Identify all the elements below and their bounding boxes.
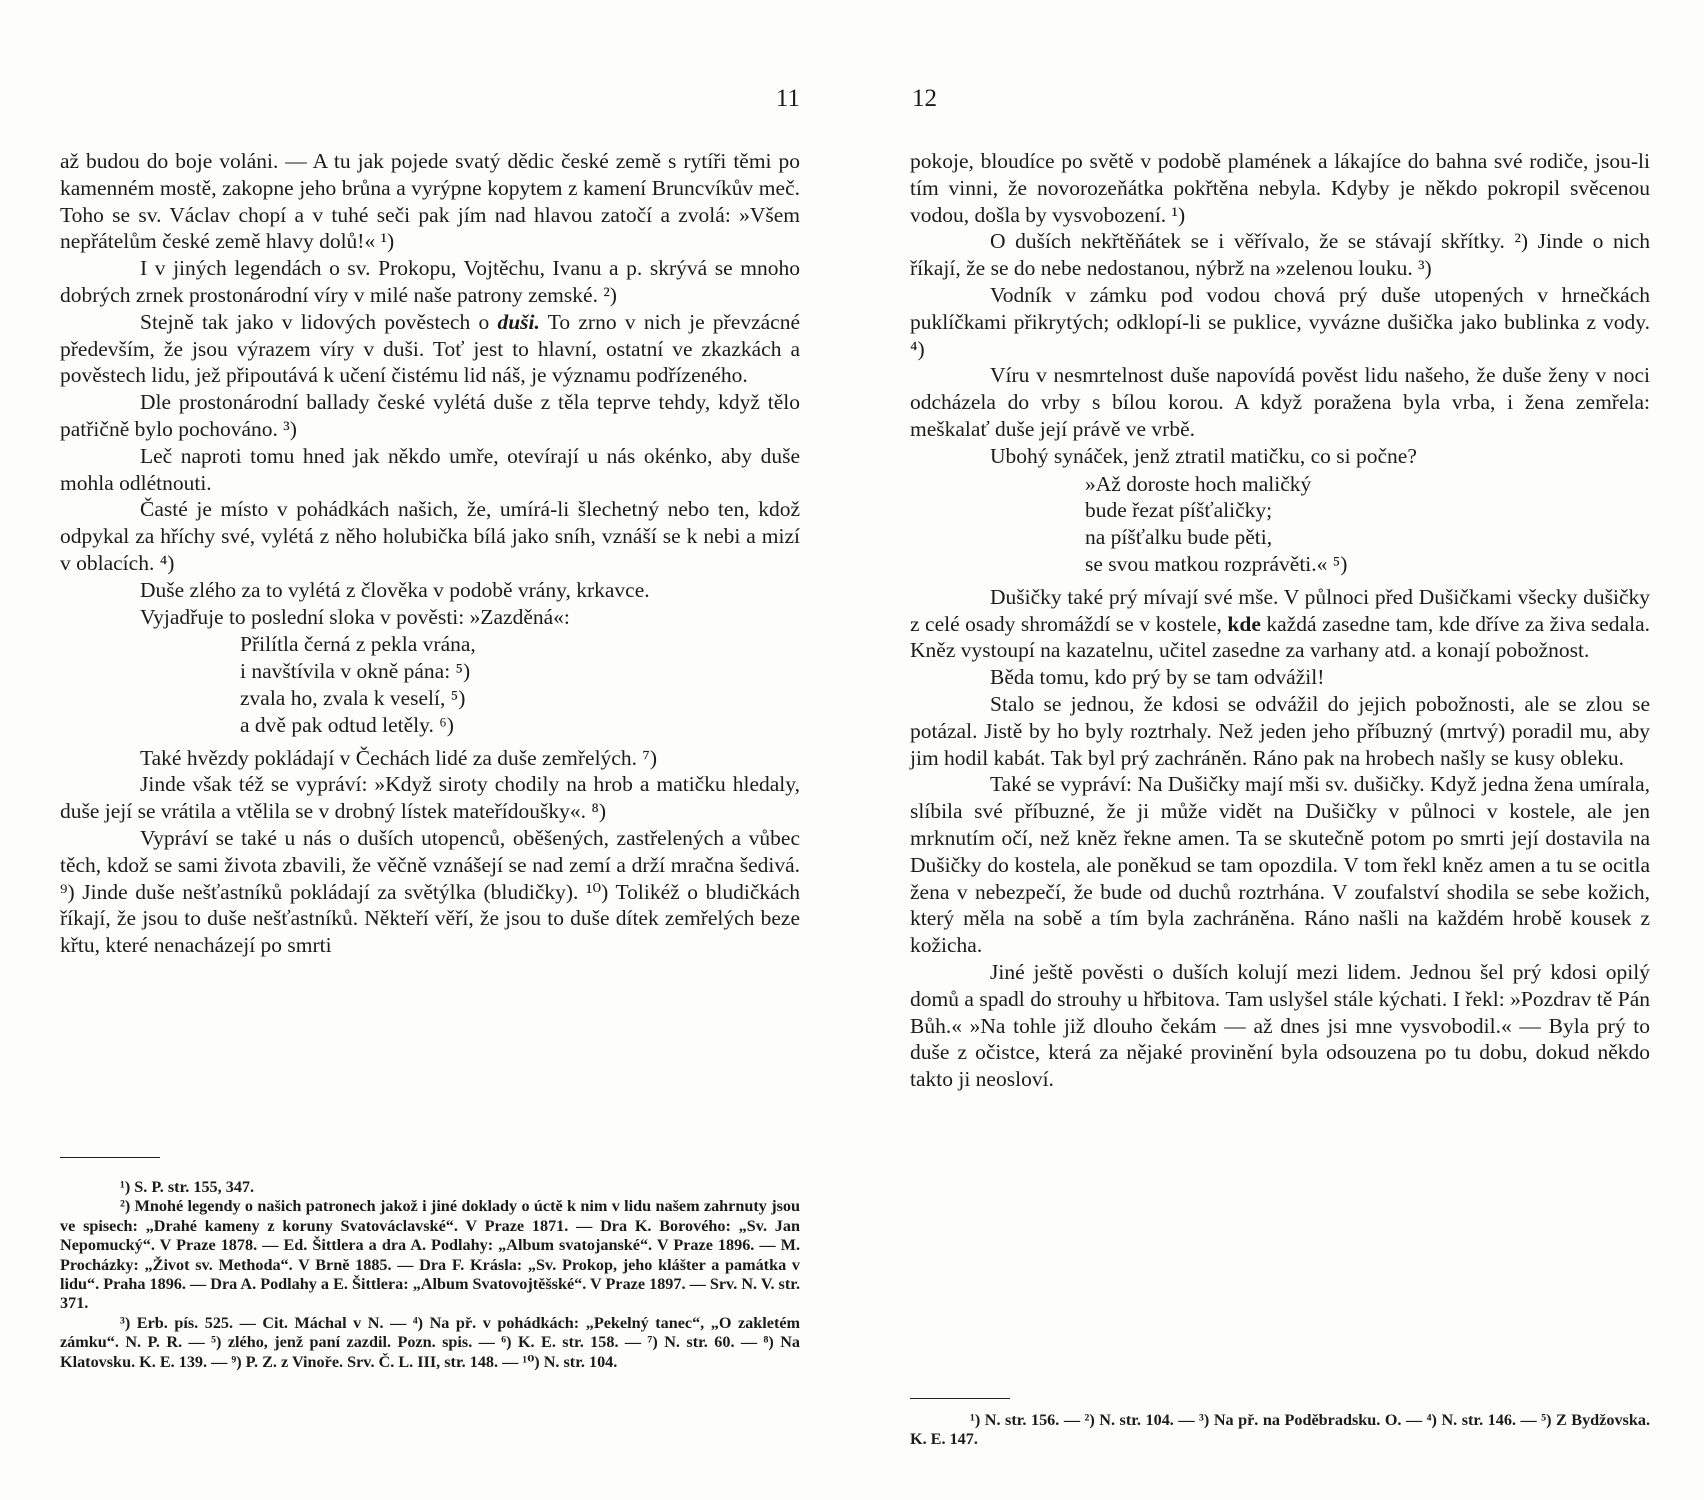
emphasis: duši.: [497, 309, 540, 334]
paragraph-text: To zrno v nich je převzácné především, že jsou výrazem víry v duši. Toť jest to hlavní, ostatní ve zkazkách a pověstech lidu, jež připoutává k učení čistému lid náš, je významu podřízeného.: [60, 309, 800, 388]
paragraph: Stalo se jednou, že kdosi se odvážil do jejich pobožnosti, ale se zlou se potázal. Jistě by ho byly roztrhaly. Než jeden jeho příbuzný (mrtvý) poradil mu, aby jim hodil kabát. Tak byl prý zachráněn. Ráno pak na hrobech našly se kusy obleku.: [910, 691, 1650, 770]
paragraph: [910, 584, 1650, 664]
paragraph: Duše zlého za to vylétá z člověka v podobě vrány, krkavce.: [140, 577, 650, 602]
footnote: ²) Mnohé legendy o našich patronech jakož i jiné doklady o úctě k nim v lidu našem zahrnuty jsou ve spisech: „Drahé kameny z koruny Svatováclavské“. V Praze 1871. — Dra K. Borového: „Sv. Jan Nepomucký“. V Praze 1878. — Ed. Šittlera a dra A. Podlahy: „Album svatojanské“. V Praze 1896. — M. Procházky: „Život sv. Methoda“. V Brně 1885. — Dra F. Krásla: „Sv. Prokop, jeho klášter a památka v lidu“. Praha 1896. — Dra A. Podlahy a E. Šittlera: „Album Svatovojtěšské“. V Praze 1897. — Srv. N. V. str. 371.: [60, 1197, 800, 1313]
footnotes: [910, 1411, 1650, 1450]
paragraph-text: Stejně tak jako v lidových pověstech o: [140, 309, 490, 334]
paragraph-text: každá zasedne tam, kde dříve za živa sedala. Kněz vystoupí na kazatelnu, učitel zasedne za varhany atd. a konají pobožnost.: [910, 611, 1650, 663]
footnote-divider: [60, 1157, 160, 1158]
verse-line: a dvě pak odtud letěly. ⁶): [240, 712, 454, 737]
paragraph: až budou do boje voláni. — A tu jak pojede svatý dědic české země s rytíři těmi po kamenném mostě, zakopne jeho brůna a vyrýpne kopytem z kamení Bruncvíkův meč. Toho se sv. Václav chopí a v tuhé seči pak jím nad hlavou zatočí a zvolá: »Všem nepřátelům české země hlavy dolů!« ¹): [60, 149, 800, 254]
verse-line: Přilítla černá z pekla vrána,: [240, 632, 476, 657]
verse-line: na píšťalku bude pěti,: [1085, 525, 1273, 550]
paragraph: Vypráví se také u nás o duších utopenců, oběšených, zastřelených a vůbec těch, kdož se sami života zbavili, že věčně vznášejí se nad zemí a drží mračna šedivá. ⁹) Jinde duše nešťastníků pokládají za světýlka (bludičky). ¹⁰) Tolikéž o bludičkách říkají, že jsou to duše nešťastníků. Někteří věří, že jsou to duše dítek zemřelých beze křtu, které nenacházejí po smrti: [60, 825, 800, 958]
paragraph: pokoje, bloudíce po světě v podobě plamének a lákajíce do bahna své rodiče, jsou-li tím vinni, že novorozeňátka pokřtěna nebyla. Kdyby je někdo pokropil svěcenou vodou, došla by vysvobození. ¹): [910, 149, 1650, 227]
paragraph: I v jiných legendách o sv. Prokopu, Vojtěchu, Ivanu a p. skrývá se mnoho dobrých zrnek prostonárodní víry v milé naše patrony zemské. ²): [60, 256, 800, 307]
paragraph: Jiné ještě pověsti o duších kolují mezi lidem. Jednou šel prý kdosi opilý domů a spadl do strouhy u hřbitova. Tam uslyšel stále kýchati. I řekl: »Pozdrav tě Pán Bůh.« »Na tohle již dlouho čekám — až dnes jsi mne vysvobodil.« — Byla prý to duše z očistce, která za nějaké provinění byla odsouzena po tu dobu, dokud někdo takto ji neosloví.: [910, 959, 1650, 1092]
verse-line: zvala ho, zvala k veselí, ⁵): [240, 685, 466, 710]
bold-text: kde: [1227, 611, 1261, 636]
paragraph: [60, 309, 800, 389]
verse-line: bude řezat píšťaličky;: [1085, 498, 1273, 523]
footnote: ¹) S. P. str. 155, 347.: [120, 1178, 255, 1196]
paragraph-text: Dušičky také prý mívají své mše. V půlnoci před Dušičkami všecky dušičky z celé osady shromáždí se v kostele,: [910, 584, 1650, 636]
verse: [910, 471, 1650, 578]
verse-line: i navštívila v okně pána: ⁵): [240, 659, 471, 684]
page-number: 12: [912, 85, 937, 112]
paragraph: Ubohý synáček, jenž ztratil matičku, co si počne?: [990, 443, 1417, 468]
footnote-divider: [910, 1398, 1010, 1399]
paragraph: Vodník v zámku pod vodou chová prý duše utopených v hrnečkách puklíčkami přikrytých; odklopí-li se puklice, vyvázne dušička jako bublinka z vody. ⁴): [910, 282, 1650, 361]
paragraph: Leč naproti tomu hned jak někdo umře, otevírají u nás okénko, aby duše mohla odlétnouti.: [60, 443, 800, 495]
footnotes: [60, 1178, 800, 1372]
page-number: 11: [775, 85, 800, 112]
verse: [60, 631, 800, 738]
paragraph: O duších nekřtěňátek se i věřívalo, že se stávají skřítky. ²) Jinde o nich říkají, že se do nebe nedostanou, nýbrž na »zelenou louku. ³): [910, 229, 1650, 281]
verse-line: »Až doroste hoch maličký: [1085, 471, 1312, 496]
paragraph: Časté je místo v pohádkách našich, že, umírá-li šlechetný nebo ten, kdož odpykal za hříchy své, vylétá z něho holubička bílá jako sníh, vznáší se k nebi a mizí v oblacích. ⁴): [60, 497, 800, 575]
verse-line: se svou matkou rozprávěti.« ⁵): [1085, 551, 1348, 576]
footnote: ¹) N. str. 156. — ²) N. str. 104. — ³) Na př. na Poděbradsku. O. — ⁴) N. str. 146. — ⁵) Z Bydžovska. K. E. 147.: [910, 1411, 1650, 1449]
paragraph: Také se vypráví: Na Dušičky mají mši sv. dušičky. Když jedna žena umírala, slíbila své příbuzné, že ji může vidět na Dušičky v půlnoci v kostele, ale jen mrknutím očí, než kněz řekne amen. Ta se skutečně potom po smrti její dostavila na Dušičky do kostela, ale poněkud se tam opozdila. V tom řekl kněz amen a tu se ocitla žena v nebezpečí, že bude od duchů roztrhána. V zoufalství shodila se sebe kožich, který měla na sobě a tím byla zachráněna. Ráno našli na každém hrobě kousek z kožicha.: [910, 772, 1650, 958]
paragraph: Dle prostonárodní ballady české vylétá duše z těla teprve tehdy, když tělo patřičně bylo pochováno. ³): [60, 390, 800, 441]
page-body: [910, 148, 1650, 1093]
page-body: [60, 148, 800, 959]
paragraph: Víru v nesmrtelnost duše napovídá pověst lidu našeho, že duše ženy v noci odcházela do vrby s bílou korou. A když poražena byla vrba, i žena zemřela: meškalať duše její právě ve vrbě.: [910, 363, 1650, 441]
paragraph: Vyjadřuje to poslední sloka v pověsti: »Zazděná«:: [140, 604, 570, 629]
paragraph: Jinde však též se vypráví: »Když siroty chodily na hrob a matičku hledaly, duše její se vrátila a vtělila se v drobný lístek mateřídoušky«. ⁸): [60, 772, 800, 824]
paragraph: Také hvězdy pokládají v Čechách lidé za duše zemřelých. ⁷): [140, 745, 657, 770]
footnote: ³) Erb. pís. 525. — Cit. Máchal v N. — ⁴) Na př. v pohádkách: „Pekelný tanec“, „O zakletém zámku“. N. P. R. — ⁵) zlého, jenž paní zazdil. Pozn. spis. — ⁶) K. E. str. 158. — ⁷) N. str. 60. — ⁸) Na Klatovsku. K. E. 139. — ⁹) P. Z. z Vinoře. Srv. Č. L. III, str. 148. — ¹⁰) N. str. 104.: [60, 1313, 800, 1371]
paragraph: Běda tomu, kdo prý by se tam odvážil!: [990, 665, 1325, 690]
